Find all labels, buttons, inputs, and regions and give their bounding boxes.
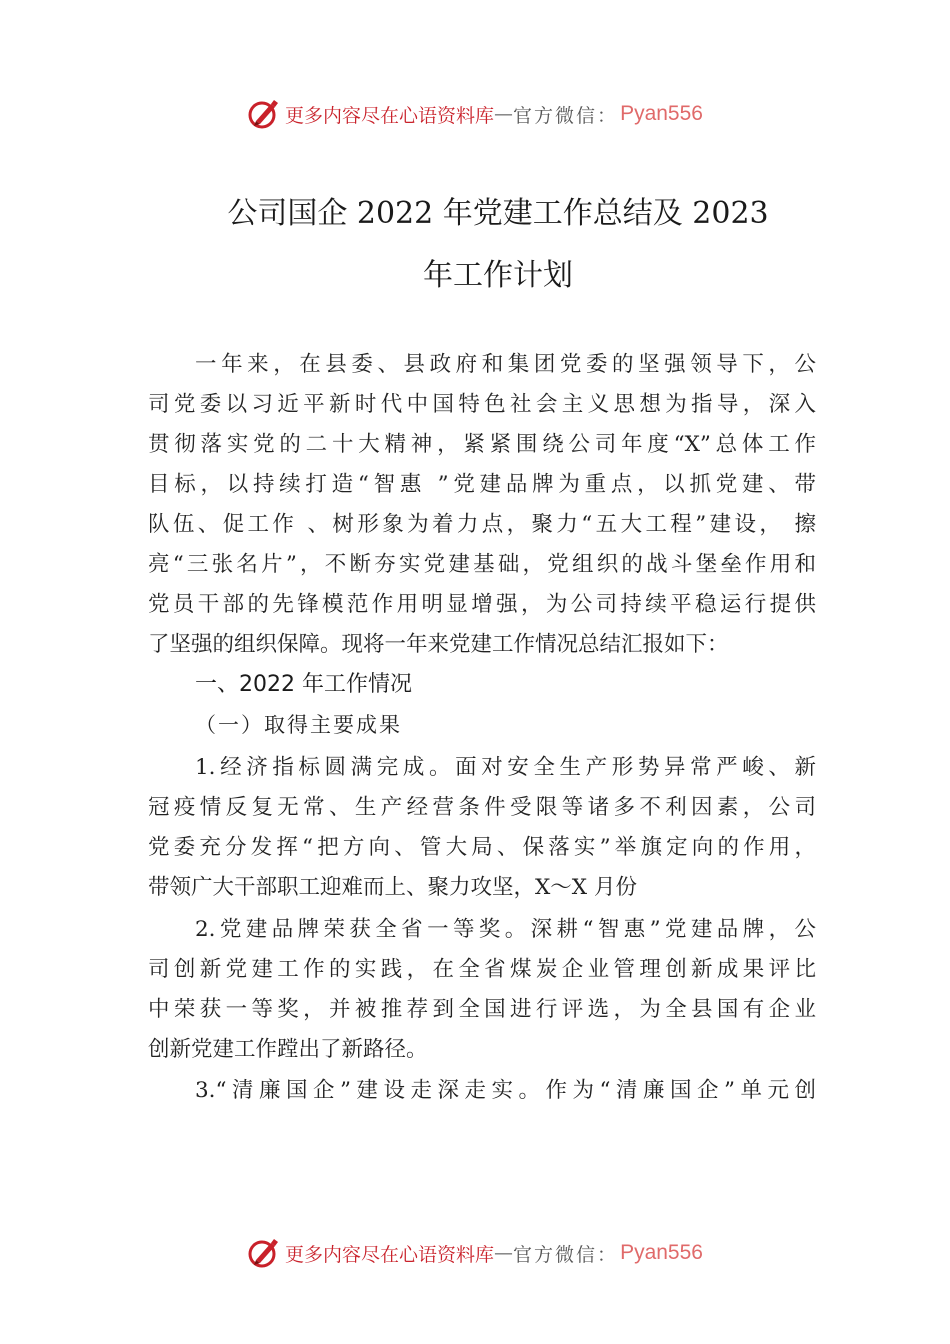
watermark-wechat-label: 官方微信： <box>513 1243 619 1266</box>
watermark-wechat-label: 官方微信： <box>513 104 619 127</box>
paragraph-line: 带领广大干部职工迎难而上、聚力攻坚，X～X 月份 <box>148 875 637 900</box>
watermark-separator: — <box>494 1242 514 1264</box>
paragraph-line: 中荣获一等奖，并被推荐到全国进行评选，为全县国有企业 <box>148 997 816 1022</box>
paragraph-line: 司党委以习近平新时代中国特色社会主义思想为指导，深入 <box>148 392 816 417</box>
paragraph-line: 党员干部的先锋模范作用明显增强，为公司持续平稳运行提供 <box>148 592 816 617</box>
section-heading-1: 一、2022 年工作情况 <box>195 672 412 697</box>
pen-logo-icon <box>247 1236 281 1270</box>
paragraph-line: 2.党建品牌荣获全省一等奖。深耕“智惠”党建品牌，公 <box>195 917 816 942</box>
paragraph-line: 亮“三张名片”，不断夯实党建基础，党组织的战斗堡垒作用和 <box>148 552 816 577</box>
watermark-handle: Pyan556 <box>620 102 703 125</box>
subsection-heading-1: （一）取得主要成果 <box>195 713 402 737</box>
paragraph-line: 目标，以持续打造“智惠 ”党建品牌为重点，以抓党建、带 <box>148 472 816 497</box>
paragraph-line: 创新党建工作蹚出了新路径。 <box>148 1037 428 1062</box>
paragraph-line: 贯彻落实党的二十大精神，紧紧围绕公司年度“X”总体工作 <box>148 432 816 457</box>
watermark-handle: Pyan556 <box>620 1241 703 1264</box>
paragraph-line: 3.“清廉国企”建设走深走实。作为“清廉国企”单元创 <box>195 1078 816 1103</box>
paragraph-line: 了坚强的组织保障。现将一年来党建工作情况总结汇报如下： <box>148 632 729 657</box>
paragraph-line: 党委充分发挥“把方向、管大局、保落实”举旗定向的作用， <box>148 835 816 860</box>
document-title-line1: 公司国企 2022 年党建工作总结及 2023 <box>227 196 769 231</box>
paragraph-line: 队伍、促工作 、树形象为着力点，聚力“五大工程”建设， 擦 <box>148 512 816 537</box>
watermark-banner-bottom <box>0 1233 950 1273</box>
paragraph-line: 一年来，在县委、县政府和集团党委的坚强领导下，公 <box>195 352 816 377</box>
watermark-brand: 更多内容尽在心语资料库 <box>285 1243 495 1266</box>
paragraph-line: 司创新党建工作的实践，在全省煤炭企业管理创新成果评比 <box>148 957 816 982</box>
document-title-line2: 年工作计划 <box>423 258 573 293</box>
watermark-brand: 更多内容尽在心语资料库 <box>285 104 495 127</box>
paragraph-line: 1.经济指标圆满完成。面对安全生产形势异常严峻、新 <box>195 755 816 780</box>
pen-logo-icon <box>247 97 281 131</box>
paragraph-line: 冠疫情反复无常、生产经营条件受限等诸多不利因素，公司 <box>148 795 816 820</box>
watermark-banner-top <box>0 94 950 134</box>
watermark-separator: — <box>494 103 514 125</box>
